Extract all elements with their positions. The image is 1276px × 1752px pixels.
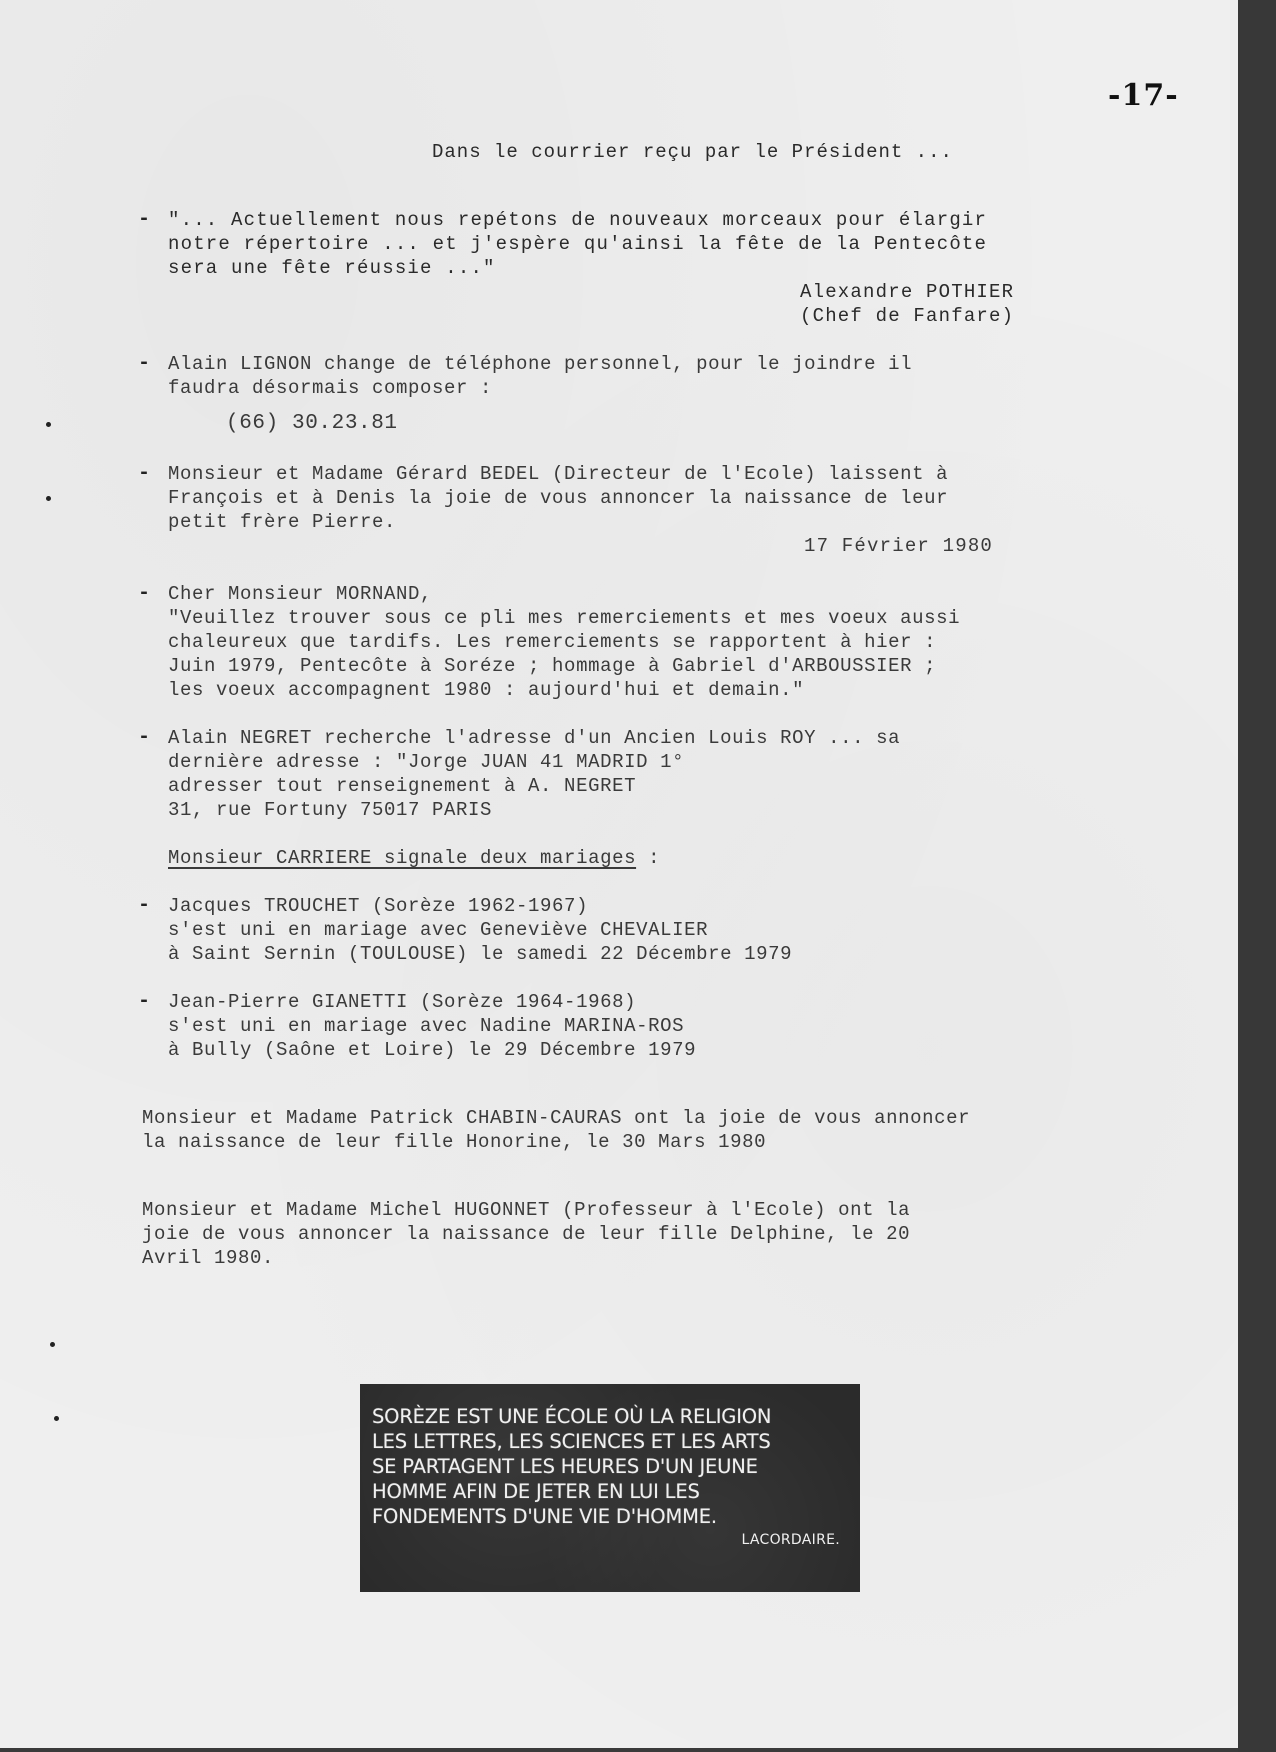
- text-line: "... Actuellement nous repétons de nouveaux morceaux pour élargir: [168, 209, 988, 231]
- text-line: à Saint Sernin (TOULOUSE) le samedi 22 Décembre 1979: [168, 943, 793, 965]
- entry-bedel: [138, 462, 1198, 558]
- entry-chabin: [138, 1106, 1198, 1154]
- text-line: Jean-Pierre GIANETTI (Sorèze 1964-1968): [168, 991, 637, 1013]
- quote-line: SE PARTAGENT LES HEURES D'UN JEUNE: [372, 1455, 758, 1478]
- bullet-dash: -: [138, 582, 151, 605]
- birth-date: 17 Février 1980: [804, 535, 994, 557]
- entry-hugonnet: [138, 1198, 1198, 1270]
- text-line: 31, rue Fortuny 75017 PARIS: [168, 799, 493, 821]
- punch-hole-mark: [50, 1342, 55, 1347]
- spacer: [138, 328, 1198, 352]
- lacordaire-quote-plaque: [360, 1384, 860, 1592]
- text-line: Cher Monsieur MORNAND,: [168, 583, 433, 605]
- text-line: les voeux accompagnent 1980 : aujourd'hui et demain.": [168, 679, 805, 701]
- text-line: adresser tout renseignement à A. NEGRET: [168, 775, 637, 797]
- punch-hole-mark: [46, 496, 51, 501]
- spacer: [138, 1062, 1198, 1106]
- spacer: [138, 558, 1198, 582]
- entry-negret: [138, 726, 1198, 822]
- carriere-heading-line: [138, 846, 1198, 870]
- text-line: joie de vous annoncer la naissance de leur fille Delphine, le 20: [142, 1223, 911, 1245]
- text-line: Juin 1979, Pentecôte à Soréze ; hommage à Gabriel d'ARBOUSSIER ;: [168, 655, 937, 677]
- text-line: sera une fête réussie ...": [168, 257, 496, 279]
- text-line: à Bully (Saône et Loire) le 29 Décembre 1979: [168, 1039, 697, 1061]
- punch-hole-mark: [46, 422, 51, 427]
- text-line: Avril 1980.: [142, 1247, 275, 1269]
- quote-line: HOMME AFIN DE JETER EN LUI LES: [372, 1480, 700, 1503]
- section-heading: Dans le courrier reçu par le Président ...: [432, 141, 953, 163]
- spacer: [138, 438, 1198, 462]
- text-line: chaleureux que tardifs. Les remerciements se rapportent à hier :: [168, 631, 937, 653]
- quote-author: LACORDAIRE.: [741, 1532, 840, 1548]
- text-line: s'est uni en mariage avec Geneviève CHEVALIER: [168, 919, 709, 941]
- text-line: petit frère Pierre.: [168, 511, 397, 533]
- text-line: Monsieur et Madame Michel HUGONNET (Professeur à l'Ecole) ont la: [142, 1199, 911, 1221]
- spacer: [138, 702, 1198, 726]
- text-line: Monsieur et Madame Patrick CHABIN-CAURAS ont la joie de vous annoncer: [142, 1107, 971, 1129]
- bullet-dash: -: [138, 208, 151, 231]
- heading-colon: :: [636, 847, 661, 869]
- entry-pothier: [138, 208, 1198, 328]
- text-line: la naissance de leur fille Honorine, le 30 Mars 1980: [142, 1131, 767, 1153]
- punch-hole-mark: [54, 1416, 59, 1421]
- spacer: [138, 966, 1198, 990]
- phone-number: (66) 30.23.81: [226, 412, 398, 435]
- spacer: [138, 822, 1198, 846]
- text-line: Jacques TROUCHET (Sorèze 1962-1967): [168, 895, 589, 917]
- spacer: [168, 400, 1198, 410]
- signature-title: (Chef de Fanfare): [800, 305, 1015, 327]
- text-line: Alain NEGRET recherche l'adresse d'un Ancien Louis ROY ... sa: [168, 727, 901, 749]
- spacer: [138, 870, 1198, 894]
- scan-background-edge: [1238, 0, 1276, 1752]
- signature-name: Alexandre POTHIER: [800, 281, 1015, 303]
- spacer: [138, 164, 1198, 208]
- document-body: [138, 140, 1198, 1270]
- entry-mornand: [138, 582, 1198, 702]
- bullet-dash: -: [138, 462, 151, 485]
- bullet-dash: -: [138, 726, 151, 749]
- text-line: dernière adresse : "Jorge JUAN 41 MADRID 1°: [168, 751, 685, 773]
- text-line: notre répertoire ... et j'espère qu'ainsi la fête de la Pentecôte: [168, 233, 988, 255]
- entry-gianetti: [138, 990, 1198, 1062]
- spacer: [138, 1154, 1198, 1198]
- quote-line: LES LETTRES, LES SCIENCES ET LES ARTS: [372, 1430, 771, 1453]
- entry-trouchet: [138, 894, 1198, 966]
- text-line: s'est uni en mariage avec Nadine MARINA-ROS: [168, 1015, 685, 1037]
- text-line: Alain LIGNON change de téléphone personnel, pour le joindre il: [168, 353, 913, 375]
- bullet-dash: -: [138, 990, 151, 1013]
- bullet-dash: -: [138, 352, 151, 375]
- page-number: -17-: [1108, 78, 1179, 113]
- quote-line: FONDEMENTS D'UNE VIE D'HOMME.: [372, 1505, 717, 1528]
- text-line: "Veuillez trouver sous ce pli mes remerciements et mes voeux aussi: [168, 607, 961, 629]
- text-line: faudra désormais composer :: [168, 377, 493, 399]
- quote-line: SORÈZE EST UNE ÉCOLE OÙ LA RELIGION: [372, 1405, 772, 1428]
- text-line: François et à Denis la joie de vous annoncer la naissance de leur: [168, 487, 949, 509]
- carriere-heading: Monsieur CARRIERE signale deux mariages: [168, 847, 637, 869]
- bullet-dash: -: [138, 894, 151, 917]
- text-line: Monsieur et Madame Gérard BEDEL (Directeur de l'Ecole) laissent à: [168, 463, 949, 485]
- entry-lignon: [138, 352, 1198, 438]
